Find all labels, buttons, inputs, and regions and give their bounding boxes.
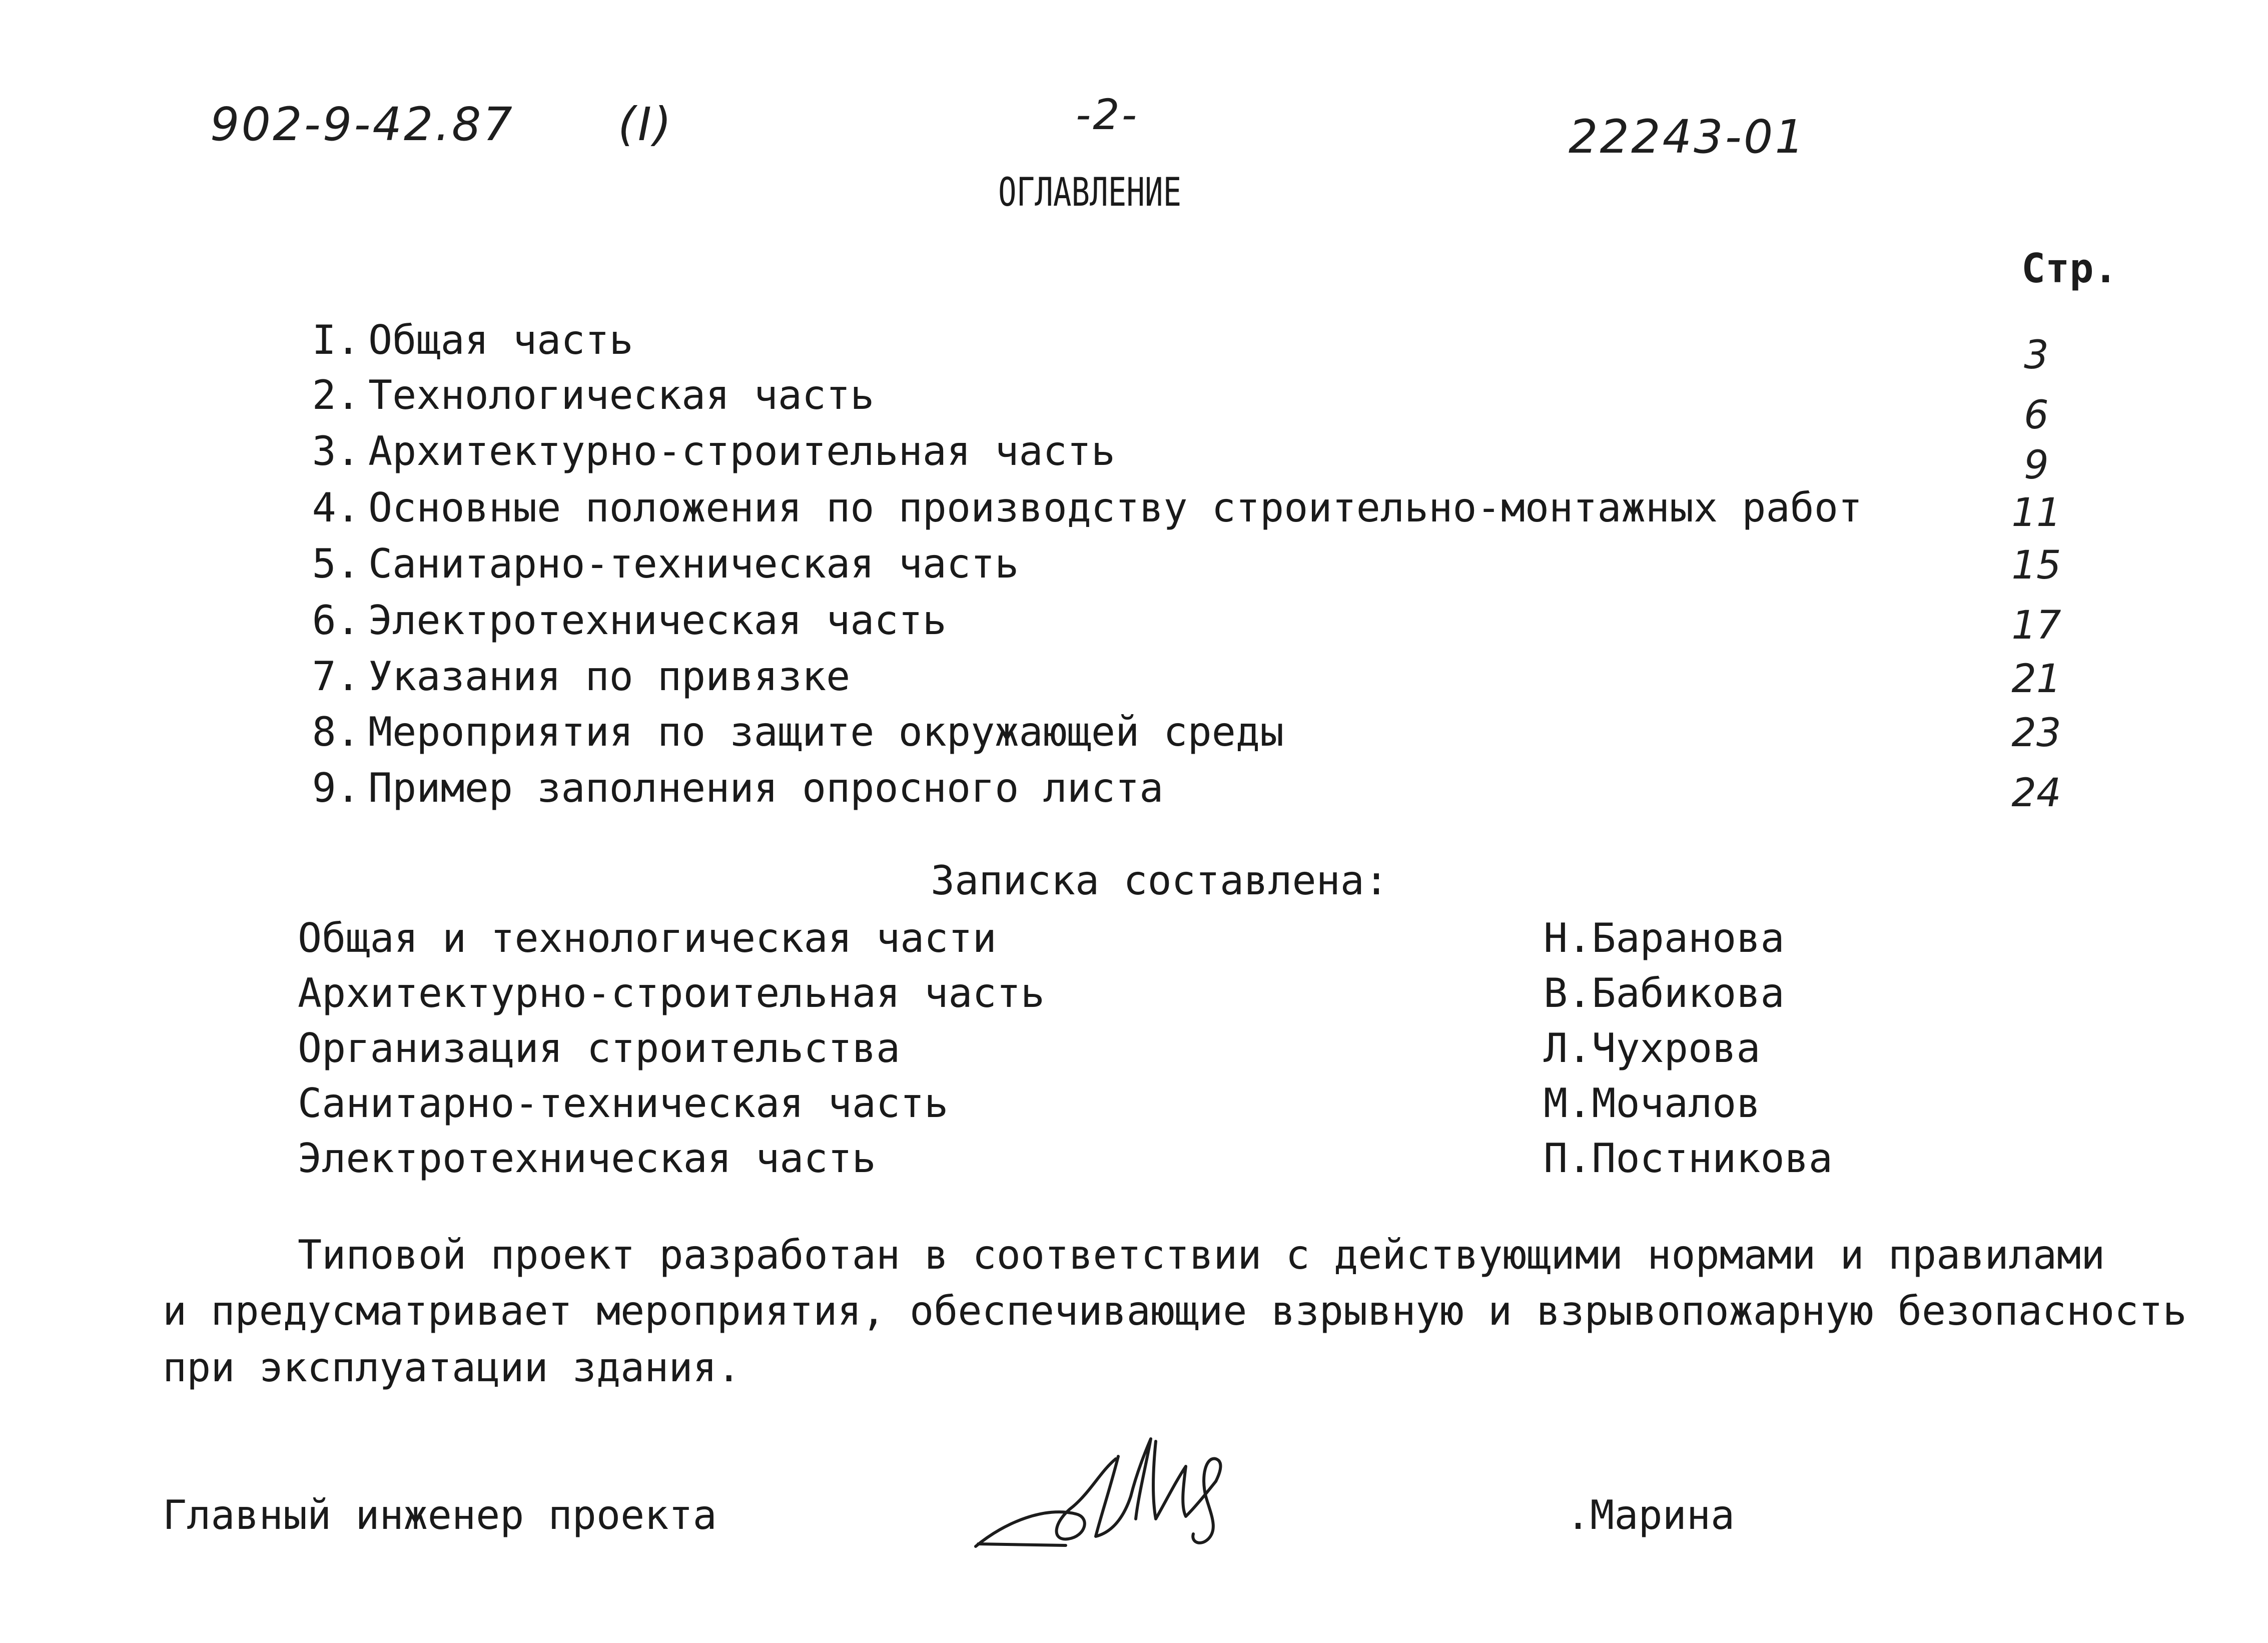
author-section: Организация строительства [298,1025,901,1071]
toc-item-page: 6 [2024,393,2049,438]
author-name: П.Постникова [1544,1135,1833,1182]
toc-item-page: 21 [2011,657,2061,702]
toc-item [295,709,1284,755]
toc-item [295,372,875,418]
toc-item-title: Санитарно-техническая часть [368,540,1019,587]
toc-item-page: 11 [2011,490,2061,535]
signature-image [966,1411,1246,1561]
chief-engineer-name: .Марина [1566,1492,1735,1538]
toc-item [295,428,1116,474]
author-section: Общая и технологическая части [298,915,997,961]
toc-item [295,540,1019,587]
author-name: Н.Баранова [1544,915,1785,961]
document-code: 902-9-42.87 [210,98,514,151]
volume-number: (I) [618,98,673,151]
toc-item-title: Архитектурно-строительная часть [368,428,1116,474]
statement-line-2: и предусматривает мероприятия, обеспечивающие взрывную и взрывопожарную безопасность [163,1288,2187,1334]
statement-line-1: Типовой проект разработан в соответствии с действующими нормами и правилами [298,1232,2105,1278]
toc-item-number: 7. [312,653,360,700]
toc-item [295,484,1863,531]
author-section: Архитектурно-строительная часть [298,970,1045,1016]
toc-item-title: Электротехническая часть [368,597,947,644]
page-number: -2- [1076,90,1139,139]
toc-item-number: 3. [312,428,360,474]
album-code: 22243-01 [1569,110,1806,164]
page-title: ОГЛАВЛЕНИЕ [998,170,1182,215]
toc-item-title: Указания по привязке [368,653,851,700]
author-section: Электротехническая часть [298,1135,876,1182]
toc-item-title: Технологическая часть [368,372,875,418]
toc-item-page: 15 [2011,543,2061,588]
author-name: М.Мочалов [1544,1080,1761,1127]
toc-item-page: 17 [2011,603,2061,648]
toc-item-page: 23 [2011,711,2061,756]
toc-item [295,653,851,700]
toc-item-page: 24 [2011,771,2061,816]
toc-item [295,765,1164,811]
authors-heading: Записка составлена: [931,857,1389,904]
toc-item-number: 6. [312,597,360,644]
author-section: Санитарно-техническая часть [298,1080,949,1127]
toc-item-number: 8. [312,709,360,755]
toc-item-title: Мероприятия по защите окружающей среды [368,709,1284,755]
author-name: В.Бабикова [1544,970,1785,1016]
toc-item-number: 2. [312,372,360,418]
page-column-header: Стр. [2021,245,2118,292]
toc-item-number: 5. [312,540,360,587]
toc-item-number: 4. [312,484,360,531]
toc-item-title: Основные положения по производству строительно-монтажных работ [368,484,1863,531]
toc-item-number: 9. [312,765,360,811]
toc-item-number: I. [312,317,360,363]
chief-engineer-label: Главный инженер проекта [163,1492,717,1538]
toc-item-page: 3 [2024,333,2049,378]
toc-item [295,597,947,644]
toc-item-page: 9 [2024,443,2049,488]
toc-item-title: Общая часть [368,317,633,363]
toc-item-title: Пример заполнения опросного листа [368,765,1164,811]
author-name: Л.Чухрова [1544,1025,1761,1071]
toc-item [295,317,633,363]
statement-line-3: при эксплуатации здания. [163,1344,741,1391]
